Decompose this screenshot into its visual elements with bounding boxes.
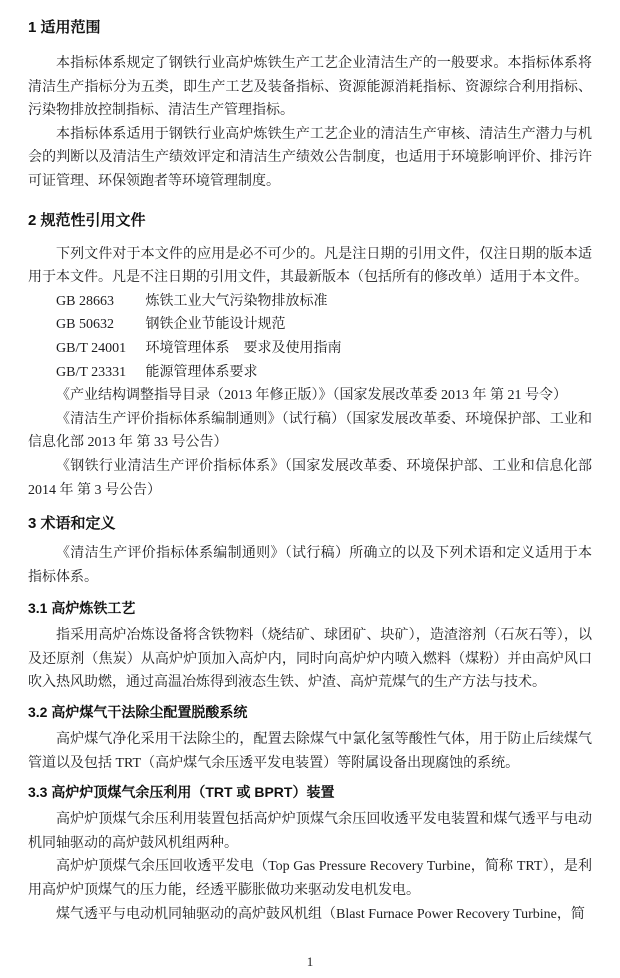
citation-steel-indicator-system: 《钢铁行业清洁生产评价指标体系》（国家发展改革委、环境保护部、工业和信息化部 2014 年 第 3 号公告） <box>28 458 592 498</box>
paragraph-terms-intro: 《清洁生产评价指标体系编制通则》（试行稿）所确立的以及下列术语和定义适用于本指标体系。 <box>28 546 592 585</box>
section-heading-scope: 1 适用范围 <box>28 19 101 36</box>
section-heading-normative-references: 2 规范性引用文件 <box>28 211 146 229</box>
paragraph-definition-deacidification-system: 高炉煤气净化采用干法除尘的，配置去除煤气中氯化氢等酸性气体，用于防止后续煤气管道以及包括 TRT（高炉煤气余压透平发电装置）等附属设备出现腐蚀的系统。 <box>28 732 592 771</box>
paragraph-definition-trt: 高炉炉顶煤气余压回收透平发电（Top Gas Pressure Recovery Turbine，简称 TRT），是利用高炉炉顶煤气的压力能，经透平膨胀做功来驱动发电机发电。 <box>28 859 592 899</box>
paragraph-definition-bprt-truncated: 煤气透平与电动机同轴驱动的高炉鼓风机组（Blast Furnace Power Recovery Turbine，简 <box>56 906 585 922</box>
reference-item <box>56 290 592 314</box>
page-number: 1 <box>306 954 314 969</box>
reference-title: 环境管理体系 要求及使用指南 <box>145 340 342 356</box>
subsection-heading-blast-furnace-process: 3.1 高炉炼铁工艺 <box>28 600 136 617</box>
reference-code: GB/T 23331 <box>56 364 127 380</box>
reference-title: 炼铁工业大气污染物排放标准 <box>145 293 328 309</box>
reference-code: GB 50632 <box>56 317 114 333</box>
reference-code: GB/T 24001 <box>56 340 127 356</box>
reference-item <box>56 313 592 337</box>
citation-compilation-rules: 《清洁生产评价指标体系编制通则》（试行稿）（国家发展改革委、环境保护部、工业和信息化部 2013 年 第 33 号公告） <box>28 411 592 451</box>
paragraph-scope-overview: 本指标体系规定了钢铁行业高炉炼铁生产工艺企业清洁生产的一般要求。本指标体系将清洁生产指标分为五类，即生产工艺及装备指标、资源能源消耗指标、资源综合利用指标、污染物排放控制指标、清洁生产管理指标。 <box>28 56 592 119</box>
subsection-heading-dry-dedusting-deacidification: 3.2 高炉煤气干法除尘配置脱酸系统 <box>28 704 248 721</box>
reference-title: 钢铁企业节能设计规范 <box>145 317 286 333</box>
reference-title: 能源管理体系要求 <box>145 364 258 380</box>
section-heading-terms-definitions: 3 术语和定义 <box>28 515 116 533</box>
reference-item <box>56 361 592 385</box>
references-list <box>28 290 592 384</box>
paragraph-scope-applicability: 本指标体系适用于钢铁行业高炉炼铁生产工艺企业的清洁生产审核、清洁生产潜力与机会的判断以及清洁生产绩效评定和清洁生产绩效公告制度，也适用于环境影响评价、排污许可证管理、环保领跑者等环境管理制度。 <box>28 126 592 189</box>
subsection-heading-trt-bprt-device: 3.3 高炉炉顶煤气余压利用（TRT 或 BPRT）装置 <box>28 784 335 801</box>
reference-code: GB 28663 <box>56 293 114 309</box>
citation-industry-catalog: 《产业结构调整指导目录（2013 年修正版）》（国家发展改革委 2013 年 第 21 号令） <box>56 388 567 404</box>
reference-item <box>56 337 592 361</box>
paragraph-definition-trt-bprt-overview: 高炉炉顶煤气余压利用装置包括高炉炉顶煤气余压回收透平发电装置和煤气透平与电动机同轴驱动的高炉鼓风机组两种。 <box>28 812 592 851</box>
paragraph-definition-blast-furnace-process: 指采用高炉冶炼设备将含铁物料（烧结矿、球团矿、块矿），造渣溶剂（石灰石等），以及还原剂（焦炭）从高炉炉顶加入高炉内，同时向高炉炉内喷入燃料（煤粉）并由高炉风口吹入热风助燃，通过高温冶炼得到液态生铁、炉渣、高炉荒煤气的生产方法与技术。 <box>28 628 592 691</box>
paragraph-references-intro: 下列文件对于本文件的应用是必不可少的。凡是注日期的引用文件，仅注日期的版本适用于本文件。凡是不注日期的引用文件，其最新版本（包括所有的修改单）适用于本文件。 <box>28 246 592 286</box>
